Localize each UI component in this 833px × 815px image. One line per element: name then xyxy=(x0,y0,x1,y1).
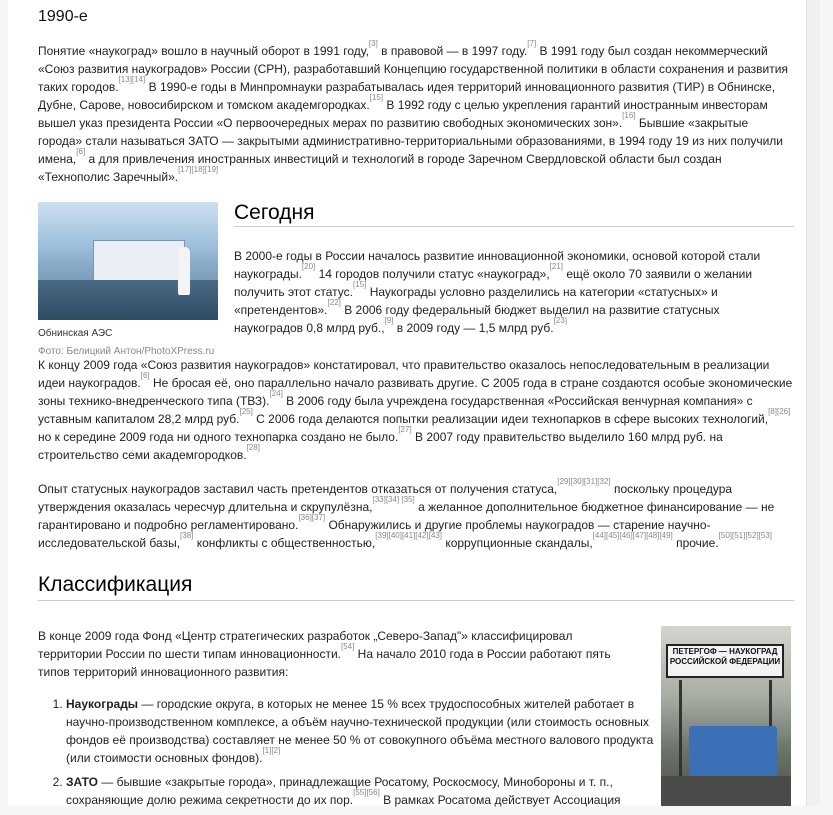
citation-ref[interactable]: [39][40][41][42][43] xyxy=(375,531,442,540)
text-run: На начало 2010 года в России работают пять типов территорий инновационного развития: xyxy=(38,647,611,679)
text-run: а для привлечения иностранных инвестиций и технологий в городе Заречном Свердловской области был создан «Технополис Заречный». xyxy=(38,152,722,184)
text-run: В 1992 году с целью укрепления гарантий иностранным инвесторам вышел указ президента России «О первоочередных мерах по развитию свободных экономических зон». xyxy=(38,98,768,130)
paragraph-classification xyxy=(38,627,638,681)
paragraph-today-2 xyxy=(38,356,794,464)
citation-ref[interactable]: [17][18][19] xyxy=(178,165,219,174)
citation-ref[interactable]: [6] xyxy=(140,371,150,380)
text-run: — бывшие «закрытые города», принадлежащие Росатому, Роскосмосу, Минобороны и т. п., сохраняющие долю режима секретности до их пор. xyxy=(66,775,613,807)
citation-ref[interactable]: [27] xyxy=(398,425,412,434)
citation-ref[interactable]: [33][34] [35] xyxy=(372,495,415,504)
text-run: в 2009 году — 1,5 млрд руб. xyxy=(393,321,554,335)
text-run: а желанное дополнительное бюджетное финансирование — не гарантировано и подробно регламентировано. xyxy=(38,500,775,532)
text-run: В 2006 году была учреждена государственная «Российская венчурная компания» с уставным капиталом 28,2 млрд руб. xyxy=(38,394,753,426)
paragraph-1990s xyxy=(38,39,794,186)
list-item-zato xyxy=(66,773,666,809)
text-run: ещё около 70 заявили о желании получить этот статус. xyxy=(234,267,753,299)
obninsk-npp-photo[interactable] xyxy=(38,202,218,320)
paragraph-today-3 xyxy=(38,477,794,552)
text-run: Наукограды условно разделились на категории «статусных» и «претендентов». xyxy=(234,285,718,317)
text-run: В 1991 году был создан некоммерческий «Союз развития наукоградов» России (СРН), разработавший Концепцию государственной политики в области сохранения и развития таких городов. xyxy=(38,44,788,94)
citation-ref[interactable]: [55][56] xyxy=(353,788,380,797)
text-run: конфликты с общественностью, xyxy=(193,536,376,550)
citation-ref[interactable]: [25] xyxy=(239,407,253,416)
citation-ref[interactable]: [13][14] xyxy=(118,75,146,84)
peterhof-sign-photo[interactable] xyxy=(661,626,791,806)
text-run: в правовой — в 1997 году. xyxy=(377,44,528,58)
text-run: — городские округа, в которых не менее 15 % всех трудоспособных жителей работает в научно-производственном комплексе, а объём научно-технической продукции (или стоимость основных фондов её производства) составляет не менее 50 % от совокупного объёма местного валового продукта (или стоимости основных фондов). xyxy=(66,697,654,765)
text-run: прочие. xyxy=(672,536,719,550)
territory-type-list xyxy=(38,695,666,815)
citation-ref[interactable]: [50][51][52][53] xyxy=(718,531,773,540)
citation-ref[interactable]: [54] xyxy=(340,642,355,651)
citation-ref[interactable]: [20] xyxy=(301,262,316,271)
figure-obninsk-npp xyxy=(38,202,218,358)
citation-ref[interactable]: [24] xyxy=(269,389,283,398)
section-heading-today: Сегодня xyxy=(234,204,794,227)
text-run: Понятие «наукоград» вошло в научный оборот в 1991 году, xyxy=(38,44,369,58)
truck-image xyxy=(689,726,777,781)
citation-ref[interactable]: [3] xyxy=(368,39,378,48)
text-run: Не бросая её, оно параллельно начало развивать другие. С 2005 года в стране создаются особые экономические зоны технико-внедренческого типа (ТВЗ). xyxy=(38,376,793,408)
list-item-naukogrady xyxy=(66,695,666,767)
citation-ref[interactable]: [16] xyxy=(622,111,636,120)
article-page xyxy=(8,0,820,806)
figure-credit: Фото: Белицкий Антон/PhotoXPress.ru xyxy=(38,346,215,357)
citation-ref[interactable]: [1][2] xyxy=(262,746,281,755)
section-heading-1990s: 1990-е xyxy=(38,8,88,25)
citation-ref[interactable]: [15] xyxy=(353,280,367,289)
text-run: коррупционные скандалы, xyxy=(441,536,593,550)
text-run: В 2000-е годы в России началось развитие инновационной экономики, основой которой стали наукограды. xyxy=(234,249,761,281)
paragraph-today-1 xyxy=(234,247,779,337)
text-run: Обнаружились и другие проблемы наукоградов — старение научно-исследовательской базы, xyxy=(38,518,711,550)
text-run: 14 городов получили статус «наукоград», xyxy=(315,267,550,281)
figure-caption: Обнинская АЭС xyxy=(38,328,113,339)
text-run: В 1990-е годы в Минпромнауки разрабатывалась идея территорий инновационного развития (ТИР) в Обнинске, Дубне, Сарове, новосибирском и томском академгородках. xyxy=(38,80,776,112)
term-bold: ЗАТО xyxy=(66,775,98,789)
text-run: Бывшие «закрытые города» стали называться ЗАТО — закрытыми административно-территориальными образованиями, в 1994 году 19 из них получили имена, xyxy=(38,116,783,166)
text-run: С 2006 года делаются попытки реализации идеи технопарков в сфере высоких технологий, xyxy=(252,412,769,426)
text-run: В рамках Росатома действует Ассоциация xyxy=(379,793,621,807)
citation-ref[interactable]: [6] xyxy=(76,147,86,156)
citation-ref[interactable]: [38] xyxy=(180,531,194,540)
citation-ref[interactable]: [9] xyxy=(384,316,394,325)
citation-ref[interactable]: [7] xyxy=(527,39,537,48)
citation-ref[interactable]: [21] xyxy=(549,262,564,271)
term-bold: Наукограды xyxy=(66,697,139,711)
text-run: Опыт статусных наукоградов заставил часть претендентов отказаться от получения статуса, xyxy=(38,482,558,496)
text-run: поскольку процедура утверждения оказалась чересчур длительна и скрупулёзна, xyxy=(38,482,733,514)
citation-ref[interactable]: [22] xyxy=(327,298,341,307)
citation-ref[interactable]: [36][37] xyxy=(298,513,326,522)
text-run: К концу 2009 года «Союз развития наукоградов» констатировал, что правительство оказалось непоследовательным в реализации идеи наукоградов. xyxy=(38,358,770,390)
citation-ref[interactable]: [44][45][46][47][48][49] xyxy=(592,531,673,540)
text-run: В 2006 году федеральный бюджет выделил на развитие статусных наукоградов 0,8 млрд руб., xyxy=(234,303,720,335)
citation-ref[interactable]: [15] xyxy=(369,93,384,102)
text-run: В 2007 году правительство выделило 160 млрд руб. на строительство семи академгородков. xyxy=(38,430,723,462)
citation-ref[interactable]: [8][26] xyxy=(768,407,791,416)
citation-ref[interactable]: [29][30][31][32] xyxy=(557,477,611,486)
road-sign: ПЕТЕРГОФ — НАУКОГРАД РОССИЙСКОЙ ФЕДЕРАЦИИ xyxy=(666,644,784,678)
text-run: В конце 2009 года Фонд «Центр стратегических разработок „Северо-Запад"» классифицировал территории России по шести типам инновационности. xyxy=(38,629,573,661)
section-today xyxy=(234,201,794,337)
citation-ref[interactable]: [23] xyxy=(553,316,567,325)
citation-ref[interactable]: [28] xyxy=(246,443,260,452)
vertical-scrollbar[interactable] xyxy=(806,0,820,806)
section-heading-classification: Классификация xyxy=(38,576,794,601)
text-run: но к середине 2009 года ни одного технопарка создано не было. xyxy=(38,430,399,444)
